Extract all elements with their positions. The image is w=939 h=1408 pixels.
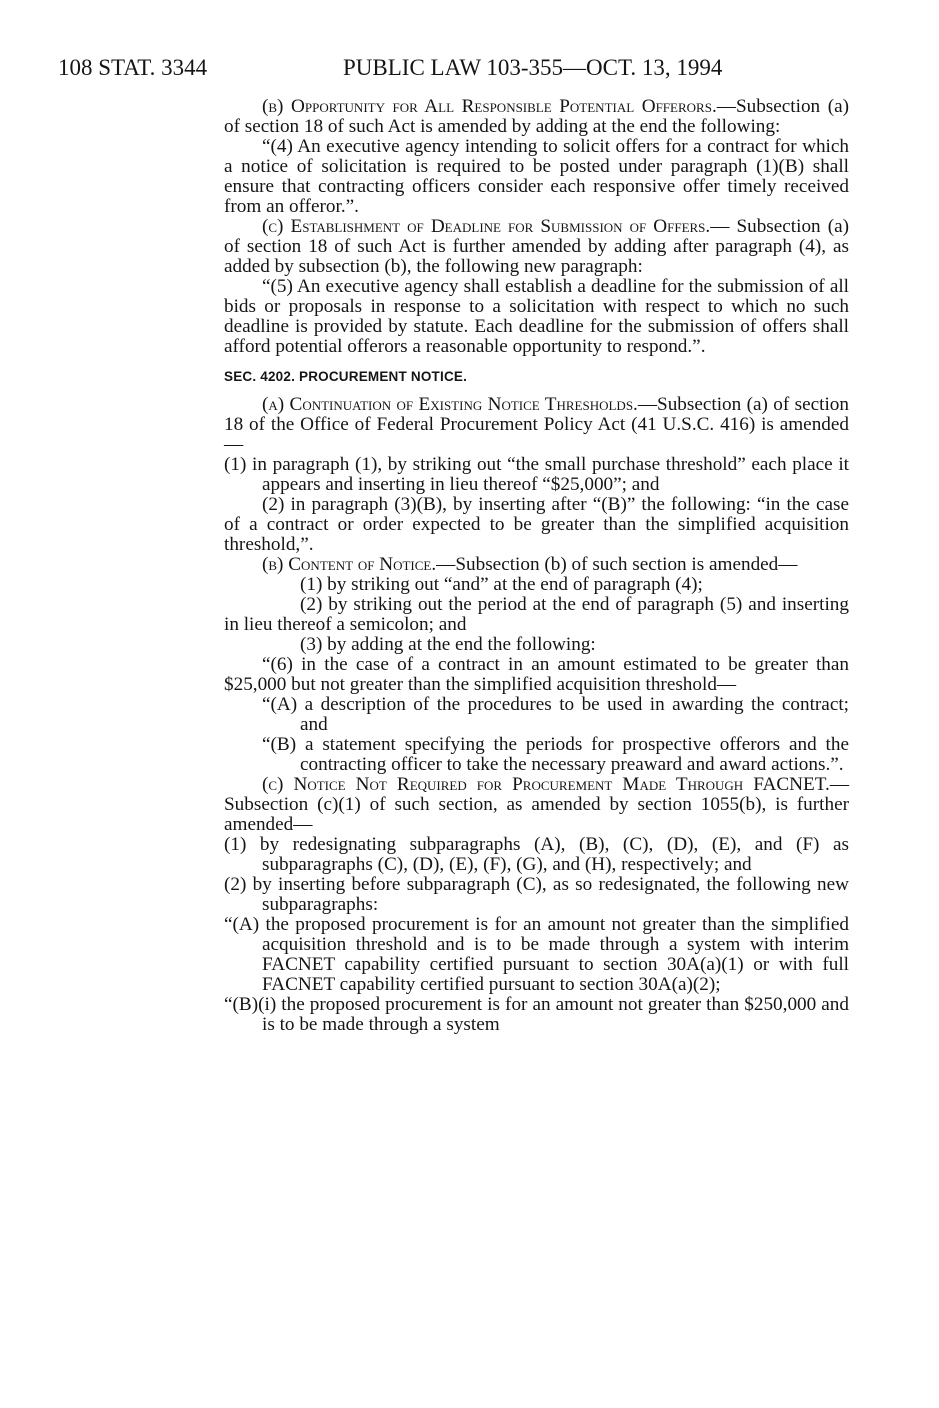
subsection-c-text: — Subsection (a) of section 18 of such Act is further amended by adding after paragraph (4), as added by subsection (b), the following new paragraph: [224, 216, 849, 277]
paragraph-6-subparagraph-b: “(B) a statement specifying the periods for prospective offerors and the contracting officer to take the necessary preaward and award actions.”. [262, 734, 849, 775]
sec4202-subsection-b-heading: (b) Content of Notice. [262, 554, 437, 575]
sec4202-subsection-b [224, 555, 849, 575]
sec4202-a-item-2: (2) in paragraph (3)(B), by inserting after “(B)” the following: “in the case of a contract or order expected to be greater than the simplified acquisition threshold,”. [224, 494, 849, 555]
sec4202-c-item-2: (2) by inserting before subparagraph (C), as so redesignated, the following new subparagraphs: [224, 874, 849, 915]
subsection-b-heading: (b) Opportunity for All Responsible Potential Offerors. [262, 96, 717, 117]
document-body [224, 97, 849, 1035]
page-header [58, 52, 758, 84]
statute-page-number: 108 STAT. 3344 [58, 55, 208, 80]
subsection-c [224, 217, 849, 277]
paragraph-4-quote: “(4) An executive agency intending to solicit offers for a contract for which a notice of solicitation is required to be posted under paragraph (1)(B) shall ensure that contracting officers consider each responsive offer timely received from an offeror.”. [224, 136, 849, 217]
sec4202-subsection-c-text: —Subsection (c)(1) of such section, as amended by section 1055(b), is further amended— [224, 774, 849, 835]
paragraph-6-subparagraph-a: “(A) a description of the procedures to be used in awarding the contract; and [262, 694, 849, 735]
sec4202-b-item-1: (1) by striking out “and” at the end of paragraph (4); [300, 574, 703, 595]
sec4202-subsection-b-text: —Subsection (b) of such section is amended— [436, 554, 798, 575]
sec4202-a-item-1: (1) in paragraph (1), by striking out “the small purchase threshold” each place it appears and inserting in lieu thereof “$25,000”; and [224, 454, 849, 495]
new-subparagraph-a-quote: “(A) the proposed procurement is for an amount not greater than the simplified acquisition threshold and is to be made through a system with interim FACNET capability certified pursuant to section 30A(a)(1) or with full FACNET capability certified pursuant to section 30A(a)(2); [224, 914, 849, 995]
sec4202-subsection-a [224, 395, 849, 455]
subsection-c-heading: (c) Establishment of Deadline for Submission of Offers. [262, 216, 711, 237]
paragraph-6-quote: “(6) in the case of a contract in an amount estimated to be greater than $25,000 but not greater than the simplified acquisition threshold— [224, 654, 849, 695]
new-subparagraph-b-quote: “(B)(i) the proposed procurement is for an amount not greater than $250,000 and is to be made through a system [224, 994, 849, 1035]
paragraph-5-quote: “(5) An executive agency shall establish a deadline for the submission of all bids or proposals in response to a solicitation with respect to which no such deadline is provided by statute. Each deadline for the submission of offers shall afford potential offerors a reasonable opportunity to respond.”. [224, 276, 849, 357]
sec4202-subsection-c [224, 775, 849, 835]
sec4202-c-item-1: (1) by redesignating subparagraphs (A), (B), (C), (D), (E), and (F) as subparagraphs (C), (D), (E), (F), (G), and (H), respectively; and [224, 834, 849, 875]
sec4202-b-item-3: (3) by adding at the end the following: [300, 634, 596, 655]
subsection-b [224, 97, 849, 137]
sec4202-subsection-a-text: —Subsection (a) of section 18 of the Office of Federal Procurement Policy Act (41 U.S.C. 416) is amended— [224, 394, 849, 455]
section-4202-heading: SEC. 4202. PROCUREMENT NOTICE. [224, 369, 468, 384]
sec4202-subsection-c-heading: (c) Notice Not Required for Procurement Made Through FACNET. [262, 774, 830, 795]
public-law-title: PUBLIC LAW 103-355—OCT. 13, 1994 [343, 55, 723, 80]
sec4202-subsection-a-heading: (a) Continuation of Existing Notice Thresholds. [262, 394, 638, 415]
sec4202-b-item-2: (2) by striking out the period at the end of paragraph (5) and inserting in lieu thereof a semicolon; and [224, 594, 849, 635]
subsection-b-text: —Subsection (a) of section 18 of such Act is amended by adding at the end the following: [224, 96, 849, 137]
